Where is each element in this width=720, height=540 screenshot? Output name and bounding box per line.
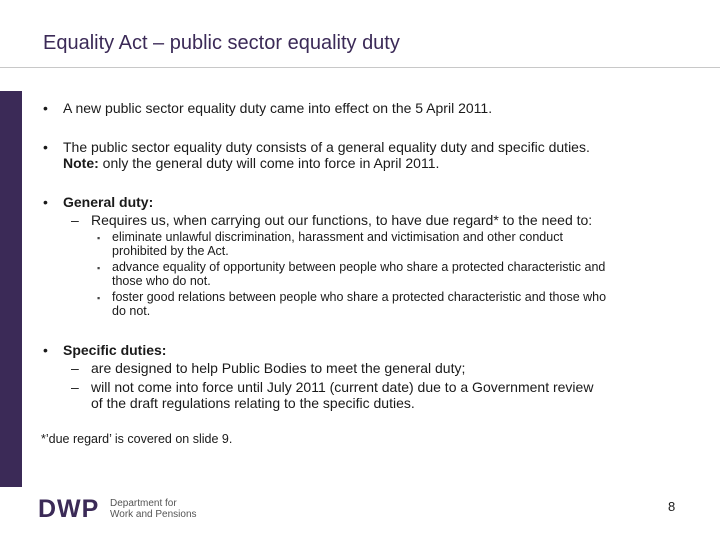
sub-bullet-marker: ▪ — [97, 233, 101, 243]
note-label: Note: — [63, 155, 99, 171]
sub-bullet-text: those who do not. — [112, 274, 211, 288]
bullet-text: A new public sector equality duty came into effect on the 5 April 2011. — [63, 100, 493, 116]
sub-bullet-marker: ▪ — [97, 263, 101, 273]
logo-department — [110, 498, 197, 520]
specific-duties-text: of the draft regulations relating to the specific duties. — [91, 395, 415, 411]
page-number: 8 — [668, 499, 676, 514]
dash-marker: – — [71, 212, 79, 228]
dash-marker: – — [71, 360, 79, 376]
sub-bullet-marker: ▪ — [97, 293, 101, 303]
dept-line: Department for — [110, 498, 177, 509]
logo-wordmark: DWP — [38, 495, 100, 523]
side-accent-bar — [0, 91, 22, 487]
bullet-marker: • — [43, 139, 48, 155]
dept-line: Work and Pensions — [110, 509, 197, 520]
specific-duties-text: are designed to help Public Bodies to meet the general duty; — [91, 360, 466, 376]
sub-bullet-text: prohibited by the Act. — [112, 244, 229, 258]
title-divider — [0, 67, 720, 68]
note-text: only the general duty will come into force in April 2011. — [98, 155, 440, 171]
specific-duties-text: will not come into force until July 2011 (current date) due to a Government review — [91, 379, 594, 395]
bullet-note — [63, 155, 439, 171]
sub-bullet-text: advance equality of opportunity between people who share a protected characteristic and — [112, 260, 606, 274]
bullet-marker: • — [43, 342, 48, 358]
bullet-marker: • — [43, 194, 48, 210]
bullet-marker: • — [43, 100, 48, 116]
footnote: *’due regard’ is covered on slide 9. — [41, 432, 233, 446]
sub-bullet-text: foster good relations between people who share a protected characteristic and those who — [112, 290, 607, 304]
general-duty-heading: General duty: — [63, 194, 154, 210]
slide-title: Equality Act – public sector equality duty — [43, 32, 400, 54]
dash-marker: – — [71, 379, 79, 395]
specific-duties-heading: Specific duties: — [63, 342, 167, 358]
sub-bullet-text: eliminate unlawful discrimination, harassment and victimisation and other conduct — [112, 230, 563, 244]
sub-bullet-text: do not. — [112, 304, 151, 318]
bullet-text: The public sector equality duty consists of a general equality duty and specific duties. — [63, 139, 590, 155]
general-duty-text: Requires us, when carrying out our functions, to have due regard* to the need to: — [91, 212, 593, 228]
